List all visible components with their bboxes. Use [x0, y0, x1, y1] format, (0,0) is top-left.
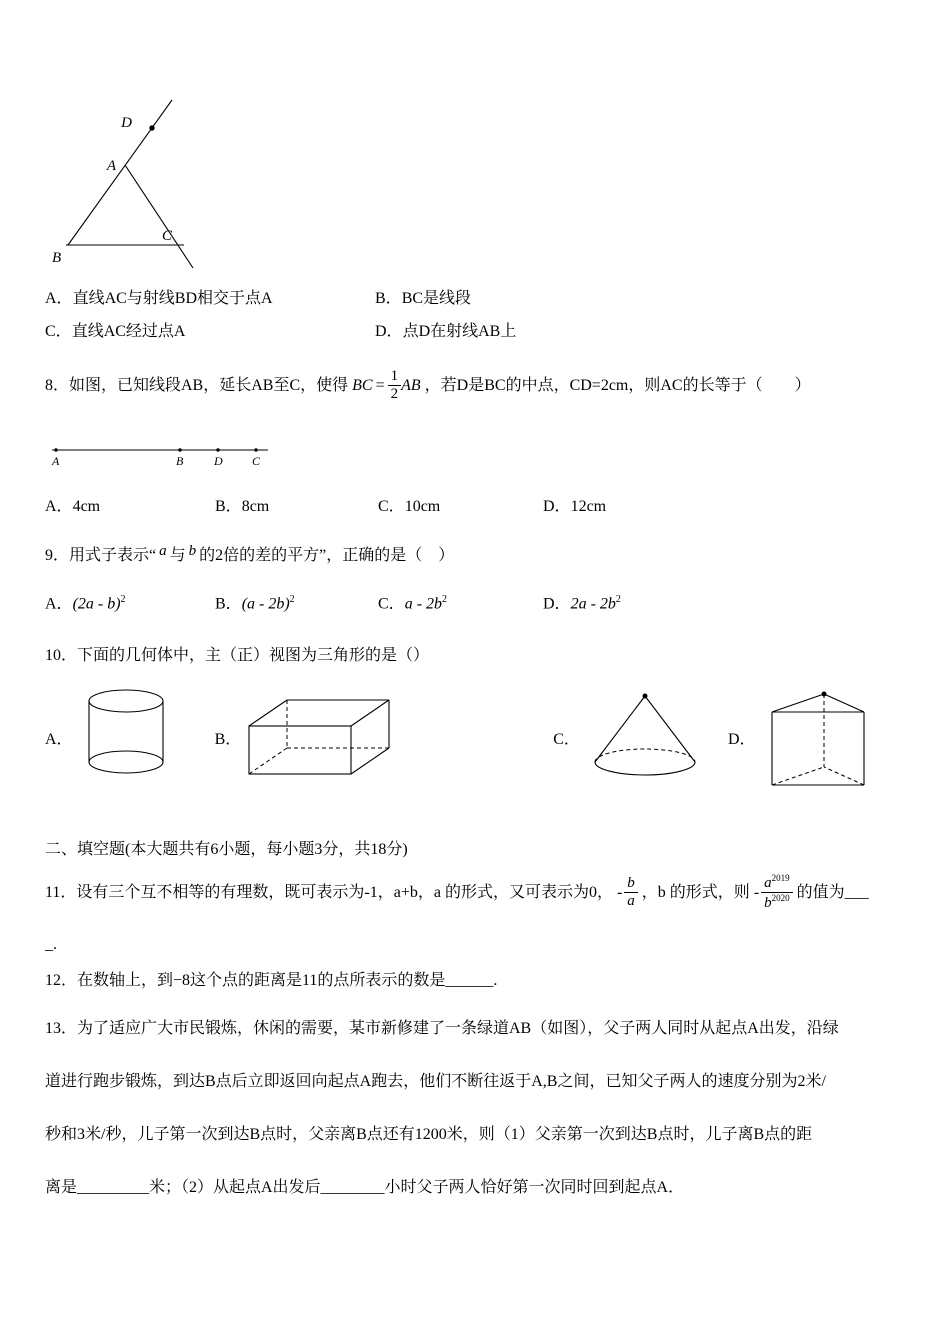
q9-var-b: b [188, 543, 197, 560]
q8-stem [45, 368, 910, 404]
q11-frac2-num-sup: 2019 [771, 872, 790, 883]
q8-option-b [215, 496, 378, 518]
label-point-b: B [52, 250, 62, 266]
q11-frac1-denominator: a [624, 892, 638, 910]
cylinder-figure [87, 688, 165, 776]
q9-option-a-base: (2a - b) [72, 595, 121, 613]
figure-q7-triangle [50, 90, 225, 270]
q8-fraction-numerator: 1 [390, 368, 399, 385]
label-a: A [52, 453, 60, 468]
q9-option-d-label: D． [543, 595, 571, 613]
q7-option-a-label: A． [45, 290, 73, 307]
q7-option-c [45, 321, 375, 343]
q8-option-b-text: 8cm [241, 497, 270, 515]
q11-frac2-den-base: b [764, 895, 772, 912]
q7-option-d [375, 321, 516, 343]
q8-stem-post: ，若D是BC的中点，CD=2cm，则AC的长等于（ ） [424, 377, 811, 395]
point-b-dot [178, 448, 181, 451]
q8-formula-equals: = [375, 377, 385, 395]
q9-option-d [543, 593, 621, 615]
q9-option-d-sup: 2 [615, 593, 621, 605]
q9-option-b-base: (a - 2b) [241, 595, 290, 613]
q11-frac2-den-sup: 2020 [771, 893, 790, 904]
q7-option-d-label: D． [375, 322, 403, 340]
q8-option-c [378, 496, 543, 518]
q7-option-a-text: 直线AC与射线BD相交于点A [72, 290, 273, 307]
q7-option-a [45, 288, 375, 310]
q8-formula-lhs: BC [352, 377, 373, 395]
q13-line-1: 13．为了适应广大市民锻炼，休闲的需要，某市新修建了一条绿道AB（如图），父子两人同时从起点A出发，沿绿 [45, 1019, 839, 1037]
q9-option-d-base: 2a - 2b [570, 595, 616, 613]
q9-stem-mid: 与 [169, 547, 186, 565]
line-ray-bd [68, 100, 172, 245]
q8-formula-rhs: AB [401, 377, 421, 395]
point-c-dot [254, 448, 257, 451]
label-point-c: C [162, 228, 173, 244]
triangular-prism-figure [764, 688, 874, 791]
q10-figures-row [45, 688, 910, 791]
q10-label-d: D． [727, 731, 756, 749]
q9-option-c-label: C． [378, 595, 405, 613]
q7-option-b-label: B． [375, 290, 402, 307]
q13-line-4: 离是_________米；（2）从起点A出发后________小时父子两人恰好第一次同时回到起点A． [45, 1178, 685, 1196]
q9-stem-post: 的2倍的差的平方”，正确的是（ ） [199, 547, 455, 565]
q10-label-c: C． [553, 731, 580, 749]
q11-frac2-num-base: a [764, 874, 772, 891]
q8-option-d-label: D． [543, 497, 571, 515]
q8-fraction-denominator: 2 [388, 385, 402, 403]
q13-line-3: 秒和3米/秒，儿子第一次到达B点时，父亲离B点还有1200米，则（1）父亲第一次到达B点时，儿子离B点的距 [45, 1125, 813, 1143]
q9-option-b-label: B． [215, 595, 242, 613]
q12-stem: 12．在数轴上，到−8这个点的距离是11的点所表示的数是______. [45, 972, 498, 990]
figure-q8-segment [50, 442, 272, 468]
q9-option-c-base: a - 2b [404, 595, 443, 613]
q11-stem-post: 的值为___ [796, 883, 869, 901]
cuboid-figure [247, 696, 393, 778]
q10-stem: 10．下面的几何体中，主（正）视图为三角形的是（） [45, 646, 430, 664]
q9-option-b-sup: 2 [289, 593, 295, 605]
point-d-dot [216, 448, 219, 451]
label-point-a: A [106, 158, 116, 174]
q8-option-b-label: B． [215, 497, 242, 515]
q8-option-a-text: 4cm [72, 497, 101, 515]
q9-option-c [378, 593, 543, 615]
q7-option-c-label: C． [45, 322, 72, 340]
q11-stem-pre: 11．设有三个互不相等的有理数，既可表示为-1，a+b，a 的形式，又可表示为0， [45, 883, 613, 901]
q11-frac1-sign: - [616, 883, 623, 901]
q8-option-d-text: 12cm [570, 497, 607, 515]
q13-line-2: 道进行跑步锻炼，到达B点后立即返回向起点A跑去，他们不断往返于A,B之间，已知父子两人的速度分别为2米/ [45, 1072, 826, 1090]
q10-label-a: A． [45, 731, 73, 749]
q11-frac2-sign: - [753, 883, 760, 901]
q11-fraction-2 [754, 873, 793, 913]
q7-option-c-text: 直线AC经过点A [71, 322, 186, 340]
q7-option-d-text: 点D在射线AB上 [402, 322, 517, 340]
q10-label-b: B． [214, 731, 242, 749]
q9-options [45, 593, 910, 615]
q9-option-a-label: A． [45, 595, 73, 613]
q11-fraction-1 [617, 875, 638, 911]
q8-stem-pre: 8．如图，已知线段AB，延长AB至C，使得 [45, 377, 349, 395]
q9-option-c-sup: 2 [442, 593, 448, 605]
point-a-dot [54, 448, 57, 451]
line-ac-extended [125, 165, 193, 268]
q9-stem [45, 541, 910, 567]
q8-option-d [543, 496, 606, 518]
q7-options-row2 [45, 321, 910, 343]
label-d: D [214, 453, 223, 468]
point-d-dot [149, 125, 154, 130]
q7-option-b-text: BC是线段 [401, 290, 472, 307]
label-point-d: D [121, 115, 132, 131]
q9-option-a [45, 593, 215, 615]
q11-stem-mid: ，b 的形式，则 [641, 883, 750, 901]
cone-figure [590, 688, 700, 780]
q8-option-c-text: 10cm [404, 497, 441, 515]
q9-option-b [215, 593, 378, 615]
q11-frac1-numerator: b [627, 874, 635, 891]
q8-option-a [45, 496, 215, 518]
section2-title: 二、填空题(本大题共有6小题，每小题3分，共18分) [45, 841, 408, 859]
q9-var-a: a [159, 543, 167, 560]
q8-option-a-label: A． [45, 497, 73, 515]
q8-option-c-label: C． [378, 497, 405, 515]
q7-option-b [375, 288, 471, 310]
q11-stem [45, 873, 910, 913]
q8-formula [352, 368, 421, 404]
q7-options-row1 [45, 288, 910, 310]
label-c: C [252, 453, 261, 468]
q8-formula-fraction [388, 368, 402, 404]
q8-options [45, 496, 910, 518]
label-b: B [176, 453, 184, 468]
q13-stem [45, 1002, 910, 1214]
q11-continuation: _. [45, 936, 57, 954]
q9-option-a-sup: 2 [120, 593, 126, 605]
q9-stem-pre: 9．用式子表示“ [45, 547, 157, 565]
